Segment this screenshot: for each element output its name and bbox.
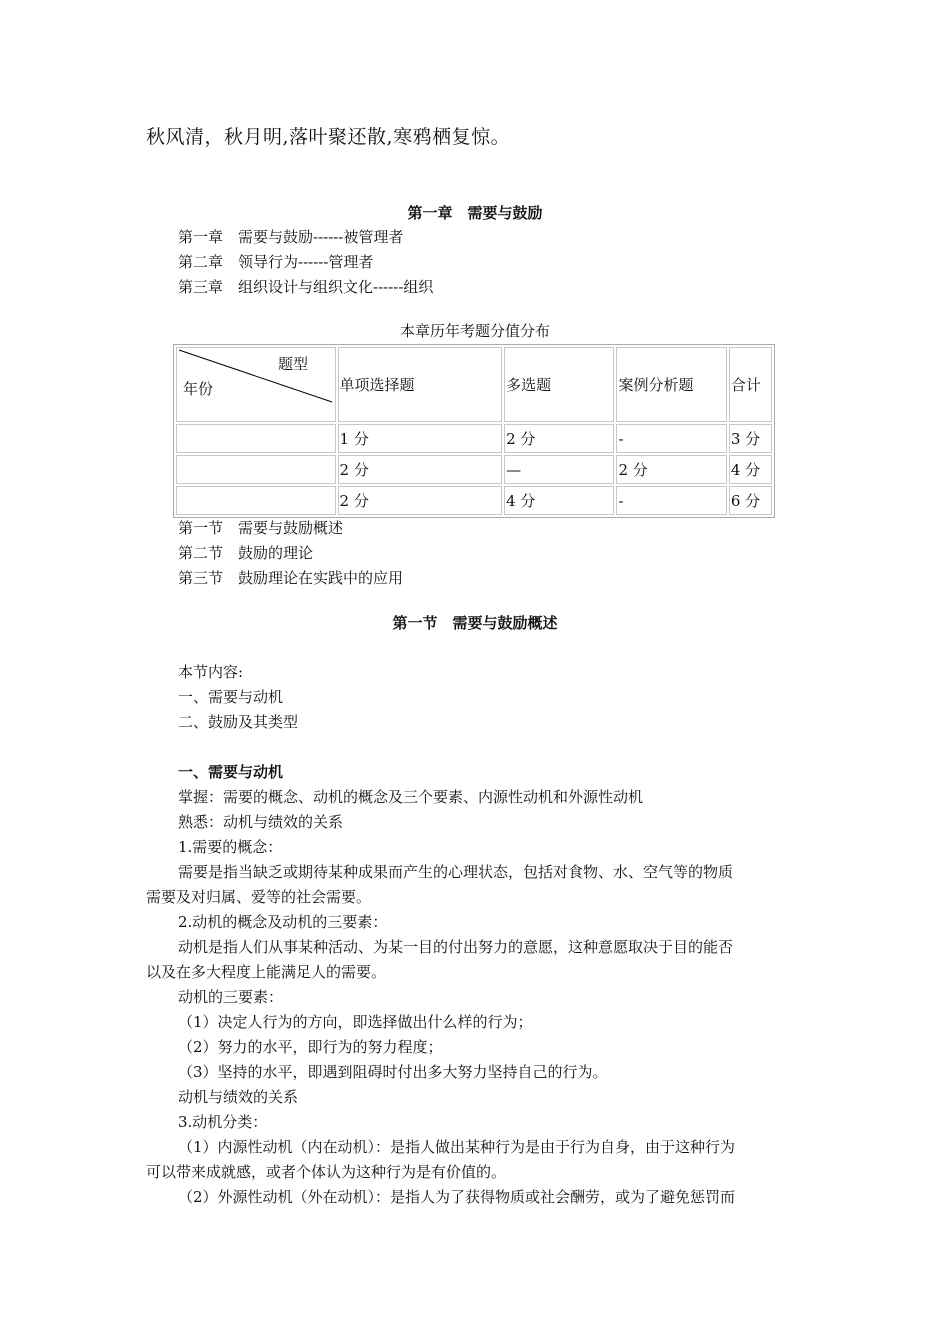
body-line: 需要是指当缺乏或期待某种成果而产生的心理状态，包括对食物、水、空气等的物质 bbox=[178, 863, 734, 881]
table-cell: 2 分 bbox=[338, 486, 503, 515]
body-line: （2）努力的水平，即行为的努力程度； bbox=[178, 1038, 443, 1056]
body-line: 1.需要的概念： bbox=[178, 838, 283, 856]
body-line: 动机是指人们从事某种活动、为某一目的付出努力的意愿，这种意愿取决于目的能否 bbox=[178, 938, 734, 956]
table-cell: 1 分 bbox=[338, 424, 503, 453]
section-list-item: 第二节 鼓励的理论 bbox=[178, 544, 314, 562]
body-line: （1）内源性动机（内在动机）：是指人做出某种行为是由于行为自身，由于这种行为 bbox=[178, 1138, 736, 1156]
table-header-row bbox=[176, 347, 772, 422]
body-line: 3.动机分类： bbox=[178, 1113, 268, 1131]
table-cell: 6 分 bbox=[729, 486, 772, 515]
table-cell bbox=[176, 455, 336, 484]
column-header: 多选题 bbox=[504, 347, 614, 422]
section-list-item: 第一节 需要与鼓励概述 bbox=[178, 519, 344, 537]
chapter-list-item: 第三章 组织设计与组织文化------组织 bbox=[178, 278, 434, 296]
table-cell: - bbox=[616, 424, 726, 453]
section-intro-line: 本节内容: bbox=[178, 663, 244, 681]
body-line: （2）外源性动机（外在动机）：是指人为了获得物质或社会酬劳，或为了避免惩罚而 bbox=[178, 1188, 736, 1206]
diag-label-year: 年份 bbox=[183, 380, 214, 398]
body-line: （3）坚持的水平，即遇到阻碍时付出多大努力坚持自己的行为。 bbox=[178, 1063, 608, 1081]
column-header: 合计 bbox=[729, 347, 772, 422]
section-intro-line: 一、需要与动机 bbox=[178, 688, 284, 706]
table-cell: - bbox=[616, 486, 726, 515]
table-row bbox=[176, 424, 772, 453]
table-row bbox=[176, 486, 772, 515]
table-cell: — bbox=[504, 455, 614, 484]
section-list-item: 第三节 鼓励理论在实践中的应用 bbox=[178, 569, 404, 587]
table-cell: 3 分 bbox=[729, 424, 772, 453]
body-line: 动机与绩效的关系 bbox=[178, 1088, 299, 1106]
table-cell: 2 分 bbox=[616, 455, 726, 484]
column-header: 单项选择题 bbox=[338, 347, 503, 422]
body-line: 以及在多大程度上能满足人的需要。 bbox=[146, 963, 387, 981]
body-line: 可以带来成就感，或者个体认为这种行为是有价值的。 bbox=[146, 1163, 507, 1181]
diag-label-type: 题型 bbox=[277, 355, 308, 373]
table-cell: 4 分 bbox=[729, 455, 772, 484]
body-line: 熟悉：动机与绩效的关系 bbox=[178, 813, 344, 831]
diagonal-header-cell bbox=[176, 347, 336, 422]
table-cell: 2 分 bbox=[504, 424, 614, 453]
score-distribution-table bbox=[173, 344, 775, 518]
table-cell: 4 分 bbox=[504, 486, 614, 515]
table-caption: 本章历年考题分值分布 bbox=[399, 322, 550, 340]
body-line: 2.动机的概念及动机的三要素： bbox=[178, 913, 388, 931]
body-line: （1）决定人行为的方向，即选择做出什么样的行为； bbox=[178, 1013, 533, 1031]
table-row bbox=[176, 455, 772, 484]
table-cell bbox=[176, 486, 336, 515]
chapter-title: 第一章 需要与鼓励 bbox=[407, 204, 543, 222]
subsection-title: 一、需要与动机 bbox=[178, 763, 284, 781]
body-line: 掌握：需要的概念、动机的概念及三个要素、内源性动机和外源性动机 bbox=[178, 788, 644, 806]
column-header: 案例分析题 bbox=[616, 347, 726, 422]
chapter-list-item: 第二章 领导行为------管理者 bbox=[178, 253, 374, 271]
section-title: 第一节 需要与鼓励概述 bbox=[392, 614, 558, 632]
body-line: 动机的三要素： bbox=[178, 988, 284, 1006]
section-intro-line: 二、鼓励及其类型 bbox=[178, 713, 299, 731]
table-cell bbox=[176, 424, 336, 453]
chapter-list-item: 第一章 需要与鼓励------被管理者 bbox=[178, 228, 404, 246]
table-cell: 2 分 bbox=[338, 455, 503, 484]
body-line: 需要及对归属、爱等的社会需要。 bbox=[146, 888, 372, 906]
poem-line: 秋风清，秋月明,落叶聚还散,寒鸦栖复惊。 bbox=[146, 126, 511, 148]
